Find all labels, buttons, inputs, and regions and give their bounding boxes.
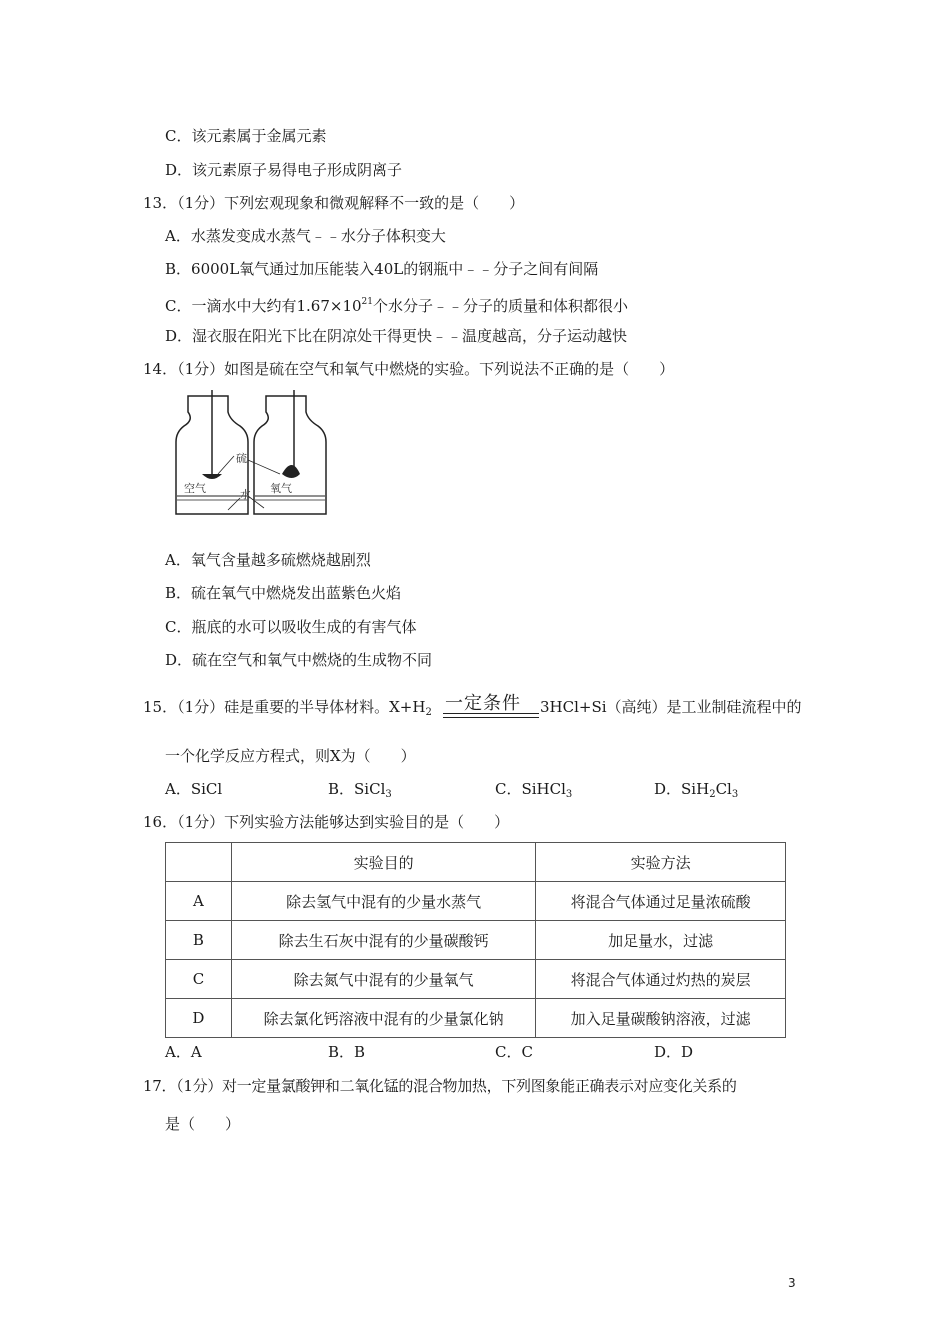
q15-option-d (654, 779, 738, 805)
q15-stem-line2: 一个化学反应方程式，则X为（ ） (165, 747, 416, 765)
q15-option-c (495, 779, 572, 805)
oxygen-label: 氧气 (270, 482, 292, 495)
sulfur-leader-left (218, 456, 234, 474)
q13-option-c (165, 292, 628, 316)
q12-option-c: C．该元素属于金属元素 (165, 127, 327, 145)
q15-option-c-subscript: 3 (565, 789, 573, 800)
q15-option-c-text: C．SiHCl (495, 780, 566, 798)
table-cell: 除去氮气中混有的少量氧气 (231, 960, 535, 999)
left-burning-sulfur (202, 474, 222, 479)
q15-option-b (328, 779, 392, 805)
q14-option-d: D．硫在空气和氧气中燃烧的生成物不同 (165, 651, 433, 669)
q15-h2-subscript: 2 (425, 707, 432, 718)
table-row (166, 882, 786, 921)
table-header-row (166, 843, 786, 882)
q16-option-a: A．A (165, 1043, 202, 1061)
q17-stem-line1: 17．（1分）对一定量氯酸钾和二氧化锰的混合物加热，下列图象能正确表示对应变化关系的 (143, 1077, 737, 1095)
q13-option-c-text: C．一滴水中大约有1.67×10 (165, 297, 362, 315)
equals-bar-bottom (443, 717, 539, 718)
q15-stem-start (143, 697, 432, 723)
q13-stem: 13．（1分）下列宏观现象和微观解释不一致的是（ ） (143, 194, 525, 212)
q14-option-a: A．氧气含量越多硫燃烧越剧烈 (165, 551, 371, 569)
q16-option-d: D．D (654, 1043, 694, 1061)
table-row (166, 999, 786, 1038)
q15-option-d-subscript-1: 2 (709, 789, 716, 800)
q14-stem: 14．（1分）如图是硫在空气和氧气中燃烧的实验。下列说法不正确的是（ ） (143, 360, 675, 378)
q13-option-a: A．水蒸发变成水蒸气﹣﹣水分子体积变大 (165, 227, 446, 245)
table-cell: 加入足量碳酸钠溶液，过滤 (536, 999, 786, 1038)
water-label: 水 (240, 488, 251, 501)
experiment-table (165, 842, 786, 1038)
q16-option-b: B．B (328, 1043, 366, 1061)
table-cell: 除去氢气中混有的少量水蒸气 (231, 882, 535, 921)
equals-bar-top (443, 713, 539, 714)
reaction-condition-arrow (443, 690, 539, 716)
table-row (166, 960, 786, 999)
q16-stem: 16．（1分）下列实验方法能够达到实验目的是（ ） (143, 813, 510, 831)
q13-option-b: B．6000L氧气通过加压能装入40L的钢瓶中﹣﹣分子之间有间隔 (165, 260, 599, 278)
q13-option-d: D．湿衣服在阳光下比在阴凉处干得更快﹣﹣温度越高，分子运动越快 (165, 327, 628, 345)
q15-option-b-subscript: 3 (385, 789, 392, 800)
table-cell: 除去生石灰中混有的少量碳酸钙 (231, 921, 535, 960)
sulfur-label: 硫 (236, 452, 247, 465)
sulfur-leader-right (248, 460, 280, 474)
reaction-condition-text: 一定条件 (445, 693, 521, 714)
q16-option-c: C．C (495, 1043, 533, 1061)
q12-option-d: D．该元素原子易得电子形成阴离子 (165, 161, 403, 179)
q14-option-b: B．硫在氧气中燃烧发出蓝紫色火焰 (165, 584, 402, 602)
sulfur-combustion-figure (168, 390, 328, 522)
table-cell: A (166, 882, 232, 921)
table-cell: 将混合气体通过灼热的炭层 (536, 960, 786, 999)
page-number: 3 (788, 1276, 796, 1290)
q17-stem-line2: 是（ ） (165, 1115, 241, 1133)
table-cell: 加足量水，过滤 (536, 921, 786, 960)
table-header-cell: 实验目的 (231, 843, 535, 882)
table-cell: C (166, 960, 232, 999)
table-cell: B (166, 921, 232, 960)
q13-option-c-text-end: 个水分子﹣﹣分子的质量和体积都很小 (373, 297, 629, 315)
table-header-cell: 实验方法 (536, 843, 786, 882)
q15-option-b-text: B．SiCl (328, 780, 386, 798)
q15-option-d-text-mid: Cl (715, 780, 732, 798)
table-row (166, 921, 786, 960)
q15-option-d-text: D．SiH (654, 780, 710, 798)
table-cell: D (166, 999, 232, 1038)
q15-option-d-subscript-2: 3 (731, 789, 739, 800)
table-header-cell (166, 843, 232, 882)
q14-option-c: C．瓶底的水可以吸收生成的有害气体 (165, 618, 417, 636)
q15-stem-text: 15．（1分）硅是重要的半导体材料。X+H (143, 698, 426, 716)
table-cell: 将混合气体通过足量浓硫酸 (536, 882, 786, 921)
q15-stem-end: 3HCl+Si（高纯）是工业制硅流程中的 (540, 698, 802, 716)
air-label: 空气 (184, 482, 206, 495)
table-cell: 除去氯化钙溶液中混有的少量氯化钠 (231, 999, 535, 1038)
q13-option-c-exponent: 21 (361, 297, 373, 307)
q15-option-a: A．SiCl (165, 780, 223, 798)
right-burning-sulfur (282, 465, 300, 478)
